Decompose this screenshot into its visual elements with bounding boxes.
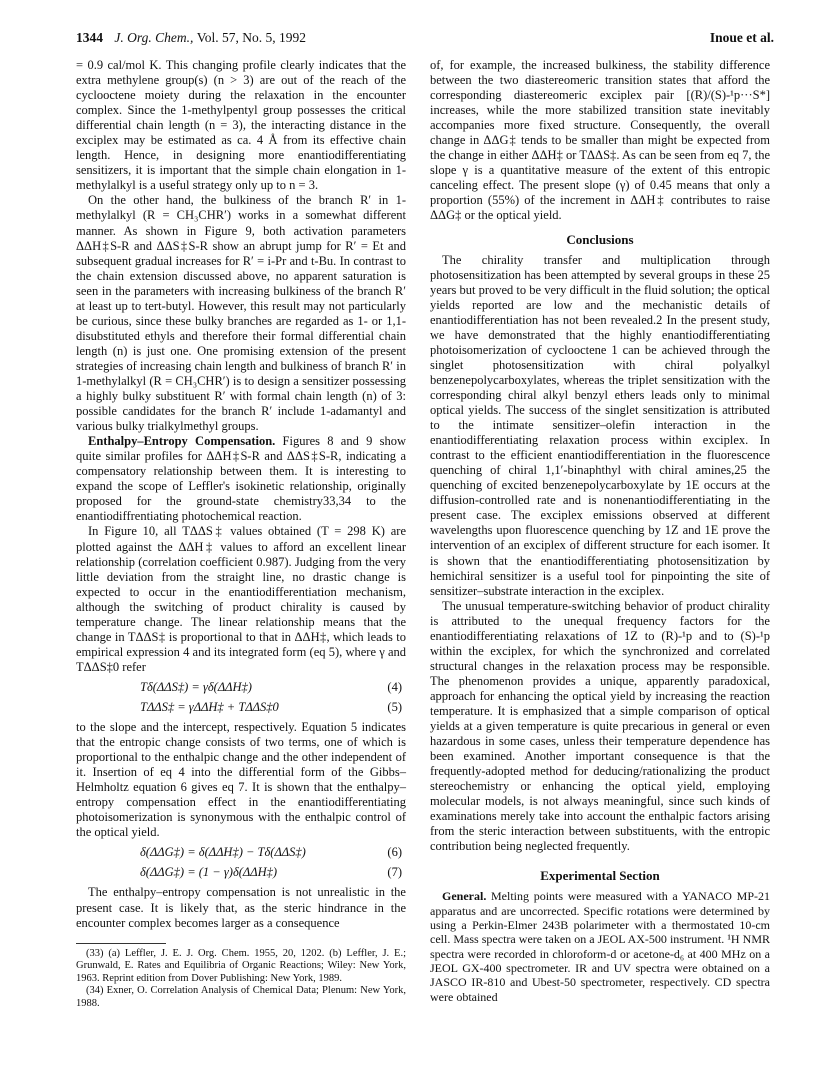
- paragraph: to the slope and the intercept, respectively. Equation 5 indicates that the entropic change consists of two terms, one of which is proportional to the enthalpic change and the other independent of it. Insertion of eq 4 into the differential form of the Gibbs–Helmholtz equation 6 gives eq 7. It is shown that the enthalpy–entropy compensation effect in the enantiodifferentiating photoisomerization is synonymous with the enthalpic control of the optical yield.: [76, 720, 406, 840]
- page-number: 1344: [76, 30, 103, 45]
- section-heading: Conclusions: [566, 231, 634, 247]
- equation-4: [76, 680, 406, 695]
- paragraph: The unusual temperature-switching behavior of product chirality is attributed to the unequal frequency factors for the enantiodifferentiating relaxations of 1Z to (R)-¹p and to (S)-¹p within the exciplex, for which the synchronized and correlated structural changes in the relaxation process may be responsible. The phenomenon provides a unique, apparently paradoxical, approach for enhancing the optical yield by increasing the reaction temperature. It is emphasized that a simple comparison of optical yields at a given temperature is quite precarious in general or even hazardous in some cases, unless their temperature dependence has been examined. Another important consequence is that the frequently-adopted method for deducing/rationalizing the product stereochemistry or enhancing the optical yield, employing molecular models, is not always meaningful, since such kinds of examinations merely take into account the enthalpic factors arising from the steric interaction between substituents, with the entropic contribution being neglected frequently.: [430, 598, 770, 854]
- equation-number: (4): [387, 679, 402, 694]
- paragraph-text: Figures 8 and 9 show quite similar profiles for ΔΔH‡S-R and ΔΔS‡S-R, indicating a compensatory relationship between them. It is interesting to expand the scope of Leffler's isokinetic relationship, originally proposed for the ground-state chemistry33,34 to the enantiodiffrentiating photochemical reaction.: [76, 434, 406, 524]
- footnote: (33) (a) Leffler, J. E. J. Org. Chem. 1955, 20, 1202. (b) Leffler, J. E.; Grunwald, E. Rates and Equilibria of Organic Reactions; Wiley: New York, 1963. Reprint edition from Dover Publishing: New York, 1989.: [76, 947, 406, 984]
- section-heading: Experimental Section: [540, 868, 660, 884]
- paragraph: = 0.9 cal/mol K. This changing profile clearly indicates that the extra methylene group(s) (n > 3) are out of the reach of the cyclooctene moiety during the relaxation in the encounter complex. Since the 1-methylpentyl group possesses the critical differential chain length (n = 3), the interacting distance in the exciplex may be estimated as ca. 4 Å from its effective chain length. Hence, in designing more enantiodifferentiating sensitizers, it is important that the simple chain elongation in 1-methylalkyl is a useful strategy only up to n = 3.: [76, 58, 406, 193]
- footnote-divider: [76, 943, 166, 944]
- header-left: [76, 30, 306, 46]
- paragraph: The enthalpy–entropy compensation is not unrealistic in the present case. It is likely that, as the steric hindrance in the encounter complex becomes larger as a consequence: [76, 885, 406, 930]
- header-authors: Inoue et al.: [709, 30, 774, 45]
- equation-number: (6): [387, 845, 402, 860]
- paragraph-text: Melting points were measured with a YANACO MP-21 apparatus and are uncorrected. Specific rotations were determined by using a Perkin-Elmer 243B polarimeter with a thermostated 10-cm cell. Mass spectra were taken on a JEOL AX-500 instrument. ¹H NMR spectra were recorded in chloroform-d or acetone-d₆ at 400 MHz on a JEOL GX-400 spectrometer. IR and UV spectra were obtained on a JASCO IR-810 and Ubest-50 spectrometer, respectively. CD spectra were obtained: [430, 889, 771, 1004]
- equation-7: [76, 865, 406, 880]
- left-column: [76, 58, 406, 1010]
- paragraph: of, for example, the increased bulkiness, the stability difference between the two diastereomeric transition states that afford the corresponding diastereomeric exciplex pair [(R)/(S)-¹p···S*] increases, while the more stabilized transition state inevitably accompanies more fixed structure. Consequently, the overall change in ΔΔG‡ tends to be smaller than might be expected from the change in either ΔΔH‡ or TΔΔS‡. As can be seen from eq 7, the slope γ is a quantitative measure of the extent of this entropic canceling effect. The present slope (γ) of 0.45 means that only a proportion (55%) of the increment in ΔΔH‡ contributes to raise ΔΔG‡ or the optical yield.: [430, 58, 770, 223]
- equation-body: TΔΔS‡ = γΔΔH‡ + TΔΔS‡0: [140, 699, 279, 714]
- equation-body: δ(ΔΔG‡) = δ(ΔΔH‡) − Tδ(ΔΔS‡): [140, 845, 306, 860]
- equation-body: δ(ΔΔG‡) = (1 − γ)δ(ΔΔH‡): [140, 865, 278, 880]
- equation-body: Tδ(ΔΔS‡) = γδ(ΔΔH‡): [140, 679, 252, 694]
- equation-6: [76, 845, 406, 860]
- right-column: [430, 58, 770, 1004]
- footnote: (34) Exner, O. Correlation Analysis of Chemical Data; Plenum: New York, 1988.: [76, 985, 406, 1009]
- paragraph: The chirality transfer and multiplication through photosensitization has been attempted by several groups in these 25 years but proved to be very difficult in the fluid solution; the optical yields reported are low and the mechanistic details of enantiodifferentiation has not been revealed.2 In the present study, we have demonstrated that the highly enantiodifferentiating photoisomerization of cyclooctene 1 can be achieved through the singlet photosensitization with chiral polyalkyl benzenepolycarboxylates, whereas the triplet sensitization with the corresponding chiral alkyl benzyl ethers leads only to minimal optical yields. The success of the singlet sensitization is attributed to the intimate sensitizer–olefin interaction in the enantiodifferentiating relaxation process within exciplex. In contrast to the efficient enantiodifferentiation in the fluorescence quenching of chiral 1,1′-binaphthyl with chiral amines,25 the quenching of excited benzenepolycarboxylate by 1E occurs at the diffusion-controlled rate and is nonenantiodifferentiating in the present case. The exciplex emissions observed at different wavelengths upon fluorescence quenching by 1Z and 1E prove the intervention of an exciplex of different structure for each isomer. It is shown that the enantiodifferentiating photosensitization by hemichiral sensitizer is a useful tool for pinpointing the site of sensitizer–substrate interaction in the exciplex.: [430, 252, 770, 598]
- journal-name: J. Org. Chem.,: [114, 30, 194, 45]
- section-heading-inline: Enthalpy–Entropy Compensation.: [88, 434, 276, 449]
- equation-number: (7): [387, 865, 402, 880]
- paragraph: In Figure 10, all TΔΔS‡ values obtained (T = 298 K) are plotted against the ΔΔH‡ values to afford an excellent linear relationship (correlation coefficient 0.987). Judging from the very little deviation from the straight line, no drastic change is expected to occur in the enantiodifferentiation mechanism, although the switching of product chirality is caused by temperature change. The linear relationship means that the change in TΔΔS‡ is proportional to that in ΔΔH‡, which leads to empirical expression 4 and its integrated form (eq 5), where γ and TΔΔS‡0 refer: [76, 524, 406, 674]
- running-header: [76, 30, 774, 48]
- paragraph: [430, 889, 770, 1003]
- subsection-label: General.: [442, 889, 487, 904]
- paragraph: On the other hand, the bulkiness of the branch R′ in 1-methylalkyl (R = CH₃CHR′) works in a somewhat different manner. As shown in Figure 9, both activation parameters ΔΔH‡S-R and ΔΔS‡S-R show an abrupt jump for R′ = Et and subsequent gradual increases for R′ = i-Pr and t-Bu. In contrast to the chain extension discussed above, no apparent saturation is seen in the parameters with increasing bulkiness of the branch R′ at least up to tert-butyl. However, this result may not particularly be curious, since these bulky branches are regarded as 1- or 1,1-disubstituted ethyls and therefore their formal differential chain length (n) is just one. One promising extension of the present strategies of increasing chain length and bulkiness of branch R′ in 1-methylalkyl (R = CH₃CHR′) is to design a sensitizer possessing a highly bulky substituent R′ with formal chain length (n) of 3: possible candidates for the branch R′ include 1-adamantyl and various bulky trialkylmethyl groups.: [76, 193, 406, 434]
- equation-number: (5): [387, 699, 402, 714]
- volume-issue: Vol. 57, No. 5, 1992: [196, 30, 307, 45]
- equation-5: [76, 700, 406, 715]
- paragraph: [76, 434, 406, 524]
